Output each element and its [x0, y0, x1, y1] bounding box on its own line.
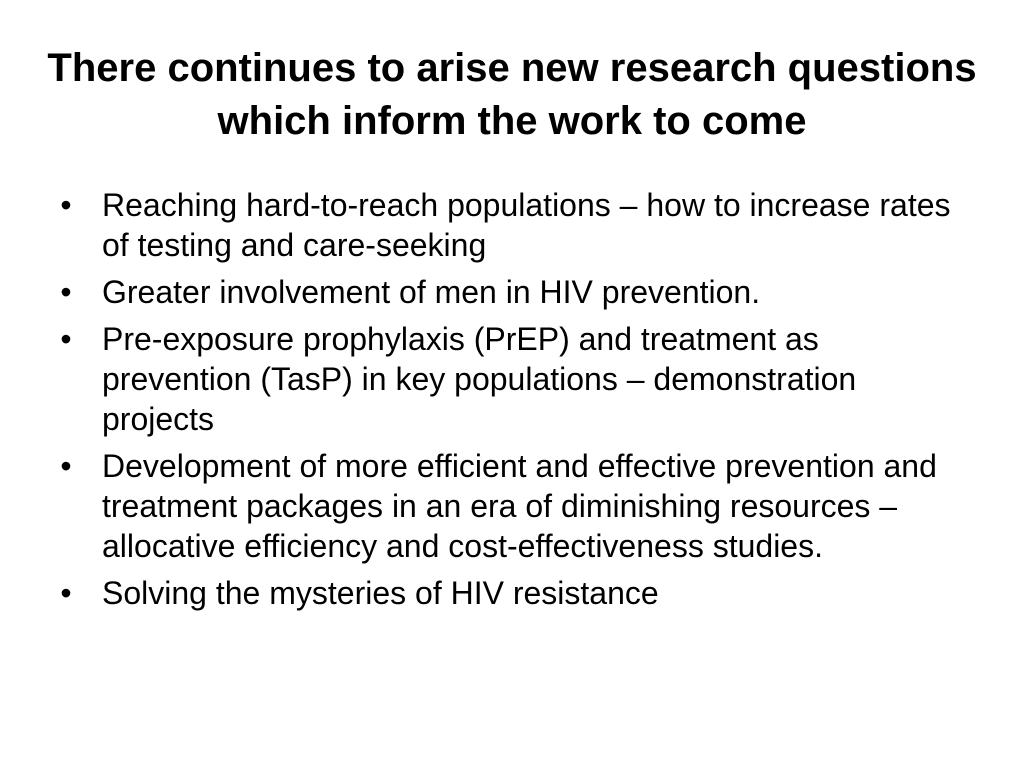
bullet-list [56, 185, 976, 620]
bullet-item [56, 573, 976, 613]
bullet-icon: • [60, 187, 72, 223]
bullet-text: Solving the mysteries of HIV resistance [102, 575, 659, 611]
bullet-text: Pre-exposure prophylaxis (PrEP) and treatment as prevention (TasP) in key populations – demonstration projects [102, 321, 857, 437]
bullet-item [56, 446, 976, 566]
slide-title: There continues to arise new research questions which inform the work to come [47, 46, 977, 143]
bullet-text: Greater involvement of men in HIV prevention. [102, 274, 761, 310]
bullet-text: Reaching hard-to-reach populations – how to increase rates of testing and care-seeking [102, 187, 951, 263]
bullet-text: Development of more efficient and effective prevention and treatment packages in an era of diminishing resources – allocative efficiency and cost-effectiveness studies. [102, 448, 937, 564]
bullet-icon: • [60, 575, 72, 611]
bullet-icon: • [60, 321, 72, 357]
bullet-item [56, 185, 976, 265]
bullet-icon: • [60, 448, 72, 484]
bullet-icon: • [60, 274, 72, 310]
bullet-item [56, 272, 976, 312]
bullet-item [56, 319, 976, 439]
